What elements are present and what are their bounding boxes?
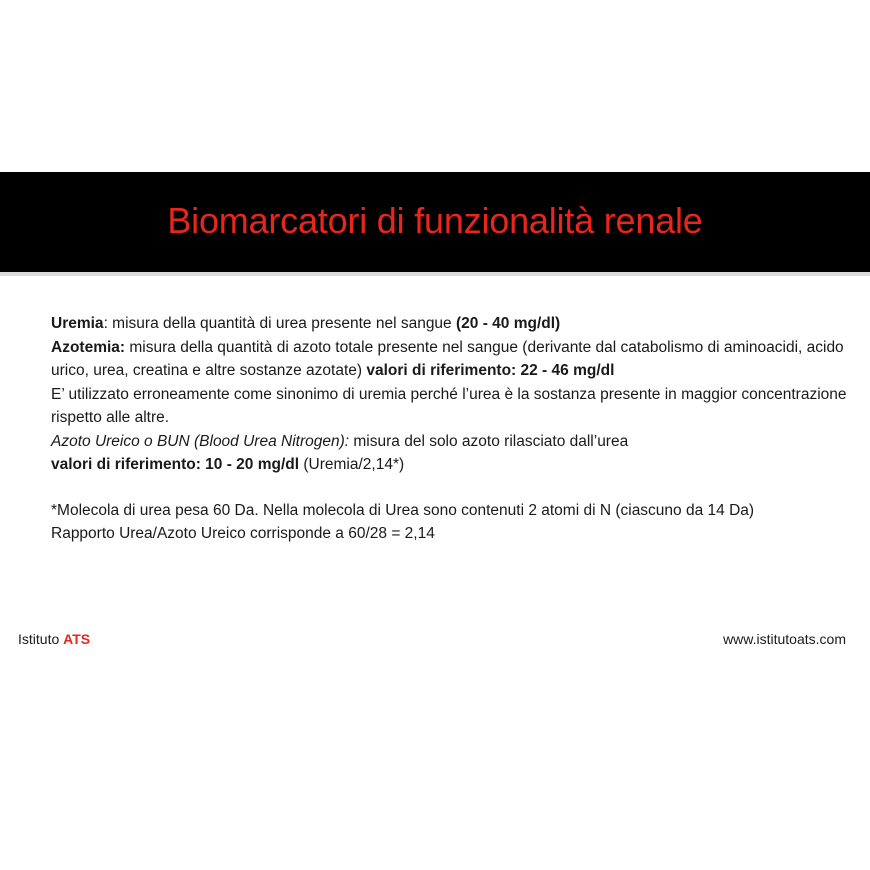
bun-label: Azoto Ureico o BUN (Blood Urea Nitrogen): (51, 432, 350, 450)
footer-brand-prefix: Istituto (18, 631, 64, 647)
content-body (51, 312, 851, 546)
footnote-line-1: *Molecola di urea pesa 60 Da. Nella molecola di Urea sono contenuti 2 atomi di N (ciascuno da 14 Da) (51, 501, 755, 519)
footer-brand (18, 631, 90, 647)
uremia-text: : misura della quantità di urea presente nel sangue (103, 315, 456, 332)
bun-range: valori di riferimento: 10 - 20 mg/dl (51, 456, 300, 473)
azotemia-range: valori di riferimento: 22 - 46 mg/dl (366, 362, 615, 379)
bun-range-paragraph (51, 453, 851, 477)
azotemia-paragraph (51, 336, 851, 383)
synonym-paragraph (51, 383, 851, 430)
bun-ratio: (Uremia/2,14*) (299, 456, 405, 473)
azotemia-label: Azotemia: (51, 338, 126, 356)
footnote-line-2: Rapporto Urea/Azoto Ureico corrisponde a 60/28 = 2,14 (51, 525, 435, 542)
footer-website: www.istitutoats.com (723, 631, 846, 647)
bun-paragraph (51, 430, 851, 454)
footer-brand-name: ATS (63, 631, 91, 647)
uremia-label: Uremia (51, 315, 104, 332)
title-bar (0, 172, 870, 276)
uremia-paragraph (51, 312, 851, 336)
page-title: Biomarcatori di funzionalità renale (167, 200, 703, 241)
uremia-range: (20 - 40 mg/dl) (455, 315, 561, 332)
azotemia-text: misura della quantità di azoto totale presente nel sangue (derivante dal catabolismo di aminoacidi, acido urico, urea, creatina e altre sostanze azotate) (51, 338, 844, 379)
bun-text: misura del solo azoto rilasciato dall’urea (349, 432, 629, 450)
synonym-text: E’ utilizzato erroneamente come sinonimo di uremia perché l’urea è la sostanza presente in maggior concentrazione rispetto alle altre. (51, 385, 847, 426)
